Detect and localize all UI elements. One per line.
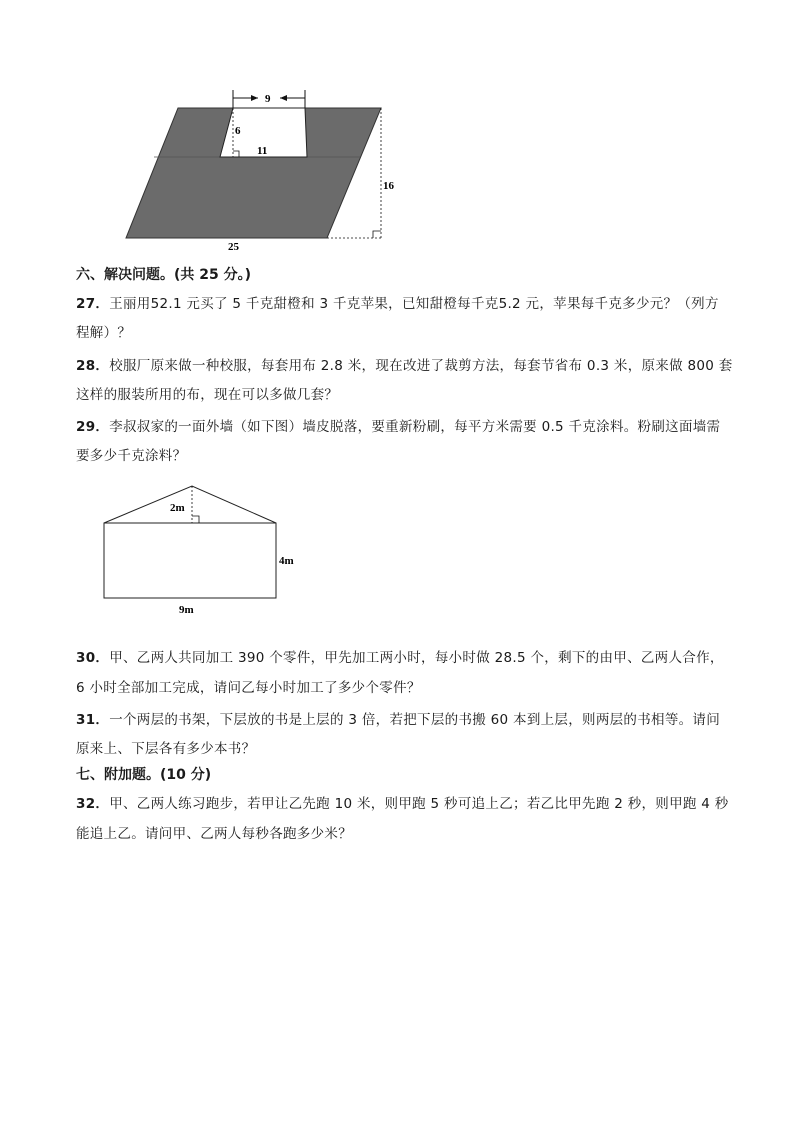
section-seven-title: 七、附加题。(10 分)	[76, 767, 212, 783]
question-29-text1: 李叔叔家的一面外墙（如下图）墙皮脱落，要重新粉刷，每平方米需要 0.5 千克涂料。粉刷这面墙需	[109, 419, 721, 435]
question-28-line2: 这样的服装所用的布，现在可以多做几套？	[76, 387, 339, 403]
triangle-height-label: 2m	[170, 502, 185, 514]
question-32-line2: 能追上乙。请问甲、乙两人每秒各跑多少米？	[76, 826, 352, 842]
trapezoid-bottom-label: 11	[257, 145, 268, 157]
arrowhead-left	[251, 95, 258, 101]
question-31-number: 31．	[76, 712, 110, 728]
question-31-line2: 原来上、下层各有多少本书？	[76, 741, 256, 757]
top-width-label: 9	[265, 93, 271, 105]
question-31-line1	[76, 708, 720, 728]
question-28-line1	[76, 354, 733, 374]
wall-rectangle	[104, 523, 276, 598]
question-32-line1	[76, 792, 729, 812]
rect-height-label: 4m	[279, 555, 294, 567]
question-27-text1: 王丽用52.1 元买了 5 千克甜橙和 3 千克苹果，已知甜橙每千克5.2 元，苹果每千克多少元？（列方	[109, 296, 719, 312]
arrowhead-right	[280, 95, 287, 101]
question-32-number: 32．	[76, 796, 110, 812]
question-30-line2: 6 小时全部加工完成，请问乙每小时加工了多少个零件？	[76, 680, 421, 696]
wall-width-label: 9m	[179, 604, 194, 616]
question-31-text1: 一个两层的书架，下层放的书是上层的 3 倍，若把下层的书搬 60 本到上层，则两层的书相等。请问	[109, 712, 721, 728]
question-28-number: 28．	[76, 358, 110, 374]
right-angle-mark-2	[373, 231, 381, 238]
question-27-line2: 程解）？	[76, 325, 132, 341]
question-29-line1	[76, 415, 720, 435]
question-30-text1: 甲、乙两人共同加工 390 个零件，甲先加工两小时，每小时做 28.5 个，剩下的由甲、乙两人合作，	[109, 650, 724, 666]
parallelogram-height-label: 16	[383, 180, 394, 192]
wall-triangle	[104, 486, 276, 523]
parallelogram-base-label: 25	[228, 241, 239, 253]
question-28-text1: 校服厂原来做一种校服，每套用布 2.8 米，现在改进了裁剪方法，每套节省布 0.3 米，原来做 800 套	[109, 358, 733, 374]
section-six-title: 六、解决问题。(共 25 分。)	[76, 267, 252, 283]
question-32-text1: 甲、乙两人练习跑步，若甲让乙先跑 10 米，则甲跑 5 秒可追上乙；若乙比甲先跑 2 秒，则甲跑 4 秒	[109, 796, 729, 812]
wall-figure	[96, 480, 316, 620]
question-27-line1	[76, 292, 719, 312]
parallelogram-figure	[110, 80, 410, 260]
question-30-number: 30．	[76, 650, 110, 666]
trapezoid-height-label: 6	[235, 125, 241, 137]
question-27-number: 27．	[76, 296, 110, 312]
question-29-number: 29．	[76, 419, 110, 435]
question-30-line1	[76, 646, 724, 666]
question-29-line2: 要多少千克涂料？	[76, 448, 187, 464]
